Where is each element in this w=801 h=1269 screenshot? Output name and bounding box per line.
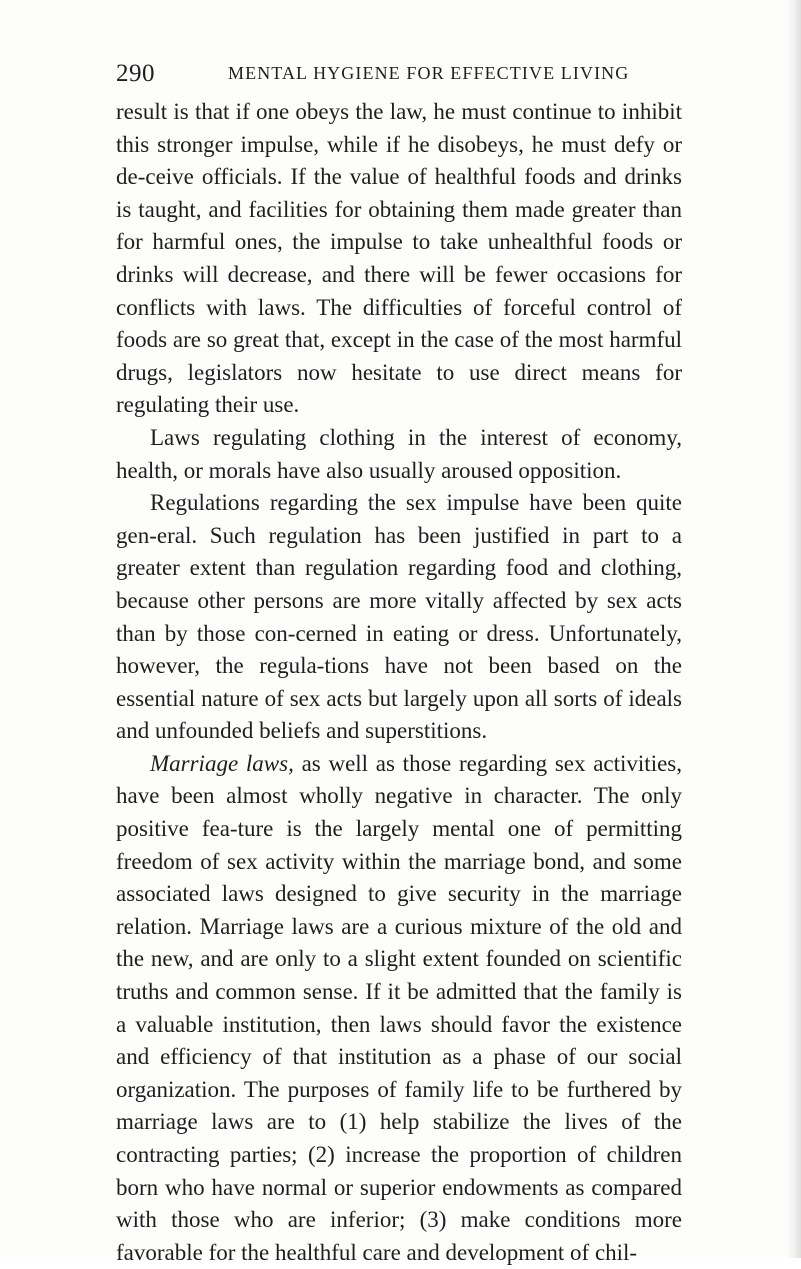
page-number: 290 <box>116 60 155 87</box>
paragraph-food-laws: result is that if one obeys the law, he must continue to inhibit this stronger impulse, while if he disobeys, he must defy or de-ceive officials. If the value of healthful foods and drinks is taught, and facilities for obtaining them made greater than for harmful ones, the impulse to take unhealthful foods or drinks will decrease, and there will be fewer occasions for conflicts with laws. The difficulties of forceful control of foods are so great that, except in the case of the most harmful drugs, legislators now hesitate to use direct means for regulating their use. <box>116 99 682 418</box>
body-text <box>116 96 682 1269</box>
running-head <box>116 60 676 90</box>
running-title: MENTAL HYGIENE FOR EFFECTIVE LIVING <box>228 63 630 83</box>
paragraph-marriage-laws-text: as well as those regarding sex activities, have been almost wholly negative in character. The only positive fea-ture is the largely mental one of permitting freedom of sex activity within the marriage bond, and some associated laws designed to give security in the marriage relation. Marriage laws are a curious mixture of the old and the new, and are only to a slight extent founded on scientific truths and common sense. If it be admitted that the family is a valuable institution, then laws should favor the existence and efficiency of that institution as a phase of our social organization. The purposes of family life to be furthered by marriage laws are to (1) help stabilize the lives of the contracting parties; (2) increase the proportion of children born who have normal or superior endowments as compared with those who are inferior; (3) make conditions more favorable for the healthful care and development of chil- <box>116 750 682 1265</box>
paragraph-clothing-laws: Laws regulating clothing in the interest of economy, health, or morals have also usually aroused opposition. <box>116 424 682 483</box>
italic-lead-marriage-laws: Marriage laws, <box>150 750 294 776</box>
page-edge-shadow <box>787 0 801 1258</box>
paragraph-marriage-laws <box>116 748 682 1269</box>
paragraph-sex-regulations: Regulations regarding the sex impulse have been quite gen-eral. Such regulation has been justified in part to a greater extent than regulation regarding food and clothing, because other persons are more vitally affected by sex acts than by those con-cerned in eating or dress. Unfortunately, however, the regula-tions have not been based on the essential nature of sex acts but largely upon all sorts of ideals and unfounded beliefs and superstitions. <box>116 490 682 744</box>
